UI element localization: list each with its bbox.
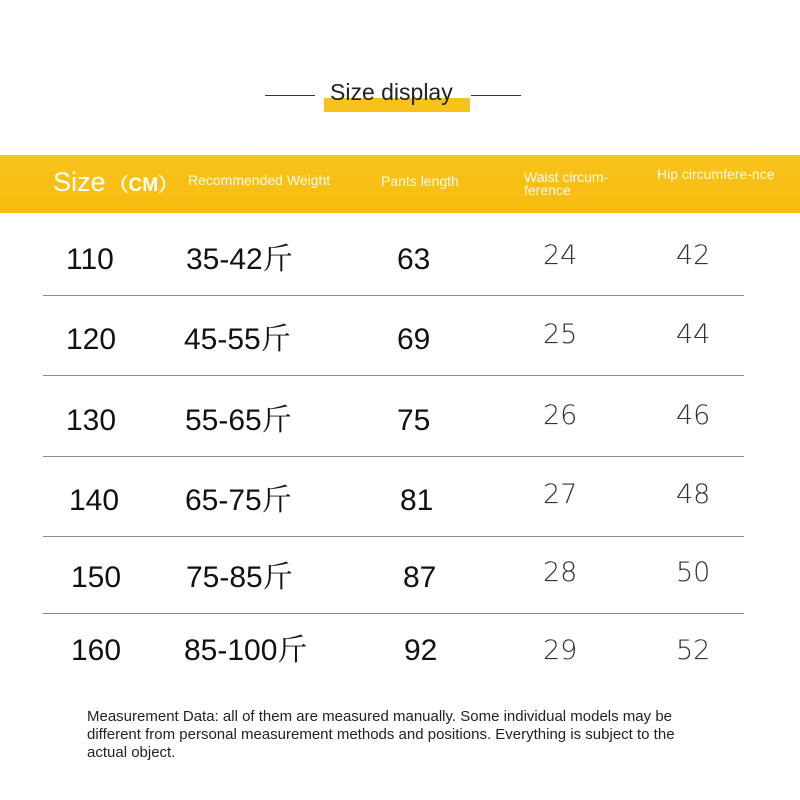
cell-waist: 25 (543, 319, 578, 350)
row-divider (43, 456, 744, 457)
cell-weight: 45-55斤 (184, 323, 291, 356)
header-hip: Hip circumfere-nce (657, 166, 775, 182)
page-title: Size display (330, 79, 453, 105)
table-row (0, 558, 800, 598)
cell-pants-length: 69 (397, 323, 431, 356)
header-weight: Recommended Weight (188, 172, 331, 188)
cell-hip: 48 (676, 479, 711, 510)
cell-size: 110 (66, 243, 114, 276)
table-row (0, 481, 800, 521)
cell-weight: 65-75斤 (185, 484, 292, 517)
cell-hip: 52 (676, 635, 711, 666)
table-row (0, 631, 800, 671)
cell-hip: 50 (676, 557, 711, 588)
cell-hip: 42 (676, 240, 711, 271)
cell-weight: 35-42斤 (186, 243, 293, 276)
cell-pants-length: 92 (404, 634, 438, 667)
cell-size: 160 (71, 634, 122, 667)
cell-size: 130 (66, 404, 117, 437)
header-size-label: Size (53, 167, 106, 197)
cell-weight: 55-65斤 (185, 404, 292, 437)
cell-size: 120 (66, 323, 117, 356)
measurement-note: Measurement Data: all of them are measured manually. Some individual models may be different from personal measurement methods and positions. Everything is subject to the actual object. (87, 708, 675, 761)
cell-size: 150 (71, 561, 122, 594)
cell-hip: 44 (676, 319, 711, 350)
cell-pants-length: 75 (397, 404, 431, 437)
row-divider (43, 613, 744, 614)
row-divider (43, 295, 744, 296)
cell-waist: 26 (543, 400, 578, 431)
cell-size: 140 (69, 484, 120, 517)
cell-weight: 75-85斤 (186, 561, 293, 594)
cell-hip: 46 (676, 400, 711, 431)
cell-pants-length: 87 (403, 561, 437, 594)
header-pants-length: Pants length (381, 173, 459, 189)
header-size (53, 167, 177, 201)
cell-waist: 24 (543, 240, 578, 271)
cell-waist: 28 (543, 557, 578, 588)
row-divider (43, 536, 744, 537)
table-row (0, 320, 800, 360)
header-size-unit: （CM） (109, 175, 178, 196)
cell-waist: 27 (543, 479, 578, 510)
cell-pants-length: 63 (397, 243, 431, 276)
title-rule-left (265, 95, 315, 96)
title-rule-right (471, 95, 521, 96)
cell-weight: 85-100斤 (184, 634, 308, 667)
cell-waist: 29 (543, 635, 578, 666)
row-divider (43, 375, 744, 376)
cell-pants-length: 81 (400, 484, 434, 517)
header-waist: Waist circum-ference (524, 169, 609, 198)
table-row (0, 240, 800, 280)
table-row (0, 401, 800, 441)
